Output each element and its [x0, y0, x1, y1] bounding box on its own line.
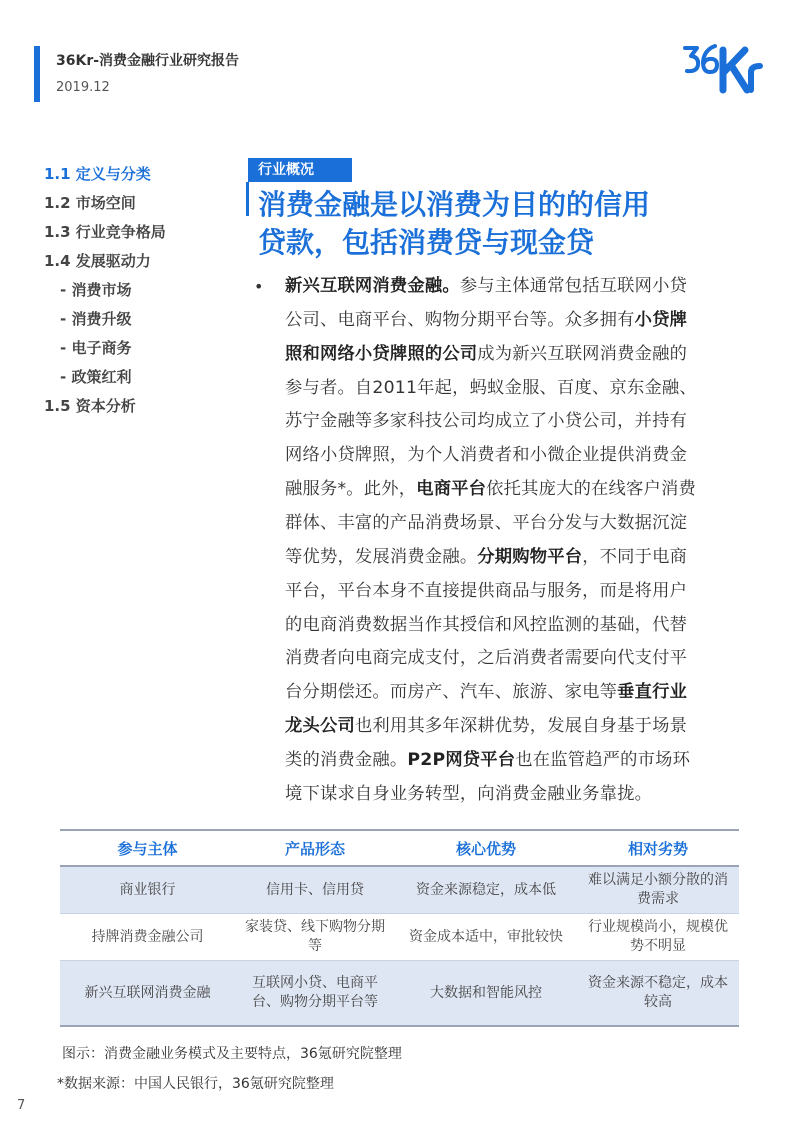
header-accent-bar: [34, 46, 40, 102]
table-row: [60, 866, 739, 914]
body-line: 群体、丰富的产品消费场景、平台分发与大数据沉淀: [285, 512, 688, 533]
heading-line-1: 消费金融是以消费为目的的信用: [258, 188, 651, 221]
table-cell: 行业规模尚小，规模优势不明显: [577, 914, 739, 961]
heading-line-2: 贷款，包括消费贷与现金贷: [258, 226, 595, 259]
body-line: 网络小贷牌照，为个人消费者和小微企业提供消费金: [285, 445, 688, 466]
table-cell: 新兴互联网消费金融: [60, 961, 235, 1027]
body-line: [285, 338, 740, 372]
table-header-row: [60, 830, 739, 866]
table-cell: 资金来源稳定，成本低: [395, 866, 577, 914]
table-cell: 资金成本适中，审批较快: [395, 914, 577, 961]
body-line: 参与者。自2011年起，蚂蚁金服、百度、京东金融、: [285, 377, 697, 398]
table-cell: 资金来源不稳定，成本较高: [577, 961, 739, 1027]
body-line: [285, 744, 740, 778]
body-line: [285, 676, 740, 710]
body-text-span: 融服务*。此外，: [285, 479, 417, 500]
table-cell: 互联网小贷、电商平台、购物分期平台等: [235, 961, 395, 1027]
body-line: [285, 710, 740, 744]
toc-nav: [44, 160, 244, 421]
body-line: 苏宁金融等多家科技公司均成立了小贷公司，并持有: [285, 411, 688, 432]
table-header-cell: 相对劣势: [577, 830, 739, 866]
bold-term: 垂直行业: [617, 682, 688, 703]
bold-term: P2P网贷平台: [407, 749, 516, 770]
bold-term: 分期购物平台: [477, 546, 583, 567]
table-header-cell: 产品形态: [235, 830, 395, 866]
section-tag: 行业概况: [248, 158, 352, 182]
body-text-span: ，不同于电商: [582, 546, 688, 567]
bold-term: 新兴互联网消费金融。: [285, 276, 460, 296]
body-line: 平台，平台本身不直接提供商品与服务，而是将用户: [285, 580, 688, 601]
toc-item-capital[interactable]: 1.5 资本分析: [44, 397, 136, 415]
toc-item-consumer-market[interactable]: - 消费市场: [60, 281, 132, 299]
table-header-cell: 参与主体: [60, 830, 235, 866]
bold-term: 龙头公司: [285, 716, 355, 737]
toc-item-definition[interactable]: 1.1 定义与分类: [44, 165, 151, 183]
body-line: 的电商消费数据当作其授信和风控监测的基础，代替: [285, 614, 688, 635]
heading-accent-bar: [246, 182, 249, 216]
body-text-span: 等优势，发展消费金融。: [285, 546, 478, 567]
table-header-cell: 核心优势: [395, 830, 577, 866]
bold-term: 电商平台: [416, 479, 487, 500]
report-title: 36Kr-消费金融行业研究报告: [56, 53, 240, 69]
page-number: 7: [17, 1098, 26, 1113]
toc-item-policy[interactable]: - 政策红利: [60, 368, 132, 386]
body-line: [285, 473, 740, 507]
table-cell: 信用卡、信用贷: [235, 866, 395, 914]
36kr-logo-icon: [681, 38, 763, 98]
body-text-span: 类的消费金融。: [285, 749, 408, 770]
table-cell: 持牌消费金融公司: [60, 914, 235, 961]
bullet-marker: •: [254, 277, 264, 296]
report-date: 2019.12: [56, 80, 110, 95]
body-text-span: 台分期偿还。而房产、汽车、旅游、家电等: [285, 682, 618, 703]
table-cell: 大数据和智能风控: [395, 961, 577, 1027]
toc-item-consumption-upgrade[interactable]: - 消费升级: [60, 310, 132, 328]
figure-caption: 图示：消费金融业务模式及主要特点，36氪研究院整理: [62, 1046, 402, 1062]
page-heading: [258, 186, 728, 262]
bold-term: 照和网络小贷牌照的公司: [285, 343, 478, 364]
body-line: 消费者向电商完成支付，之后消费者需要向代支付平: [285, 648, 688, 669]
body-text-span: 也利用其多年深耕优势，发展自身基于场景: [354, 716, 688, 737]
table-row: [60, 914, 739, 961]
body-text-span: 成为新兴互联网消费金融的: [477, 343, 688, 364]
body-line: [285, 541, 740, 575]
body-text-span: 也在监管趋严的市场环: [515, 749, 691, 770]
toc-item-competition[interactable]: 1.3 行业竞争格局: [44, 223, 166, 241]
table-cell: 商业银行: [60, 866, 235, 914]
body-line: 境下谋求自身业务转型，向消费金融业务靠拢。: [285, 783, 653, 804]
body-text-span: 参与主体通常包括互联网小贷: [459, 276, 688, 296]
table-cell: 难以满足小额分散的消费需求: [577, 866, 739, 914]
toc-item-market-space[interactable]: 1.2 市场空间: [44, 194, 136, 212]
body-text-span: 依托其庞大的在线客户消费: [486, 479, 696, 500]
body-line: [285, 270, 740, 304]
comparison-table: [60, 829, 739, 1027]
toc-item-ecommerce[interactable]: - 电子商务: [60, 339, 132, 357]
body-text-span: 公司、电商平台、购物分期平台等。众多拥有: [285, 309, 635, 330]
table-cell: 家装贷、线下购物分期等: [235, 914, 395, 961]
data-source-note: *数据来源：中国人民银行，36氪研究院整理: [57, 1076, 334, 1092]
body-line: [285, 304, 740, 338]
toc-item-drivers[interactable]: 1.4 发展驱动力: [44, 252, 151, 270]
bold-term: 小贷牌: [634, 309, 688, 330]
table-row: [60, 961, 739, 1027]
